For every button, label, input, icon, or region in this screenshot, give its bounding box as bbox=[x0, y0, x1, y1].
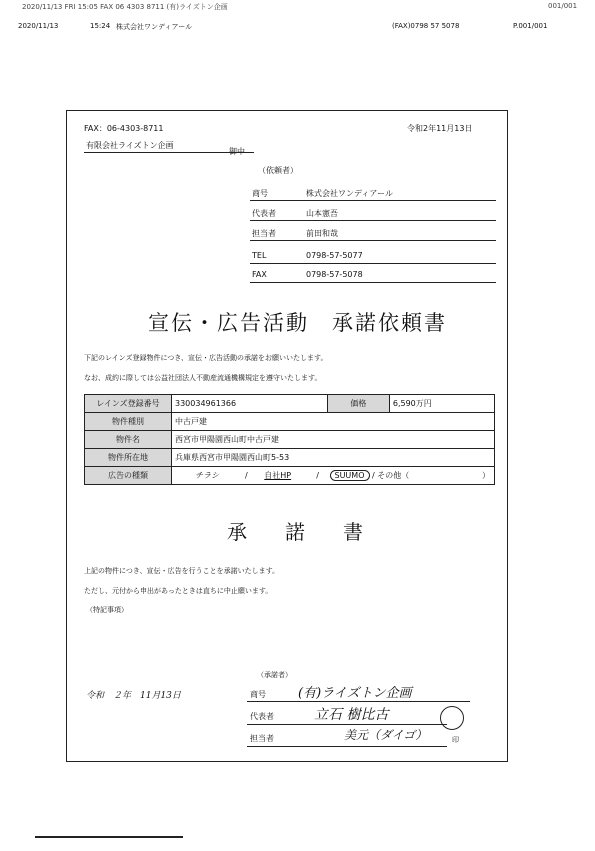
requester-tel-label: TEL bbox=[252, 251, 267, 260]
requester-line bbox=[250, 240, 496, 241]
recipient-name: 有限会社ライズトン企画 bbox=[86, 141, 174, 150]
document-date: 令和2年11月13日 bbox=[407, 124, 473, 133]
method-suumo: SUUMO bbox=[330, 470, 370, 481]
fax-to: FAX：06-4303-8711 bbox=[84, 124, 164, 133]
name-label: 物件名 bbox=[85, 431, 172, 449]
consenter-label: （承諾者） bbox=[257, 671, 292, 679]
fax-header-line1: 2020/11/13 FRI 15:05 FAX 06 4303 8711 (有)ライズトン企画 bbox=[22, 3, 228, 11]
fax-header-date: 2020/11/13 bbox=[18, 22, 59, 30]
consenter-company: (有)ライズトン企画 bbox=[298, 686, 412, 701]
consenter-line bbox=[247, 724, 447, 725]
consent-line-1: 上記の物件につき、宣伝・広告を行うことを承諾いたします。 bbox=[84, 567, 280, 575]
seal-stamp bbox=[440, 706, 464, 730]
reins-label: レインズ登録番号 bbox=[85, 395, 172, 413]
consenter-contact-label: 担当者 bbox=[250, 734, 274, 743]
requester-company-label: 商号 bbox=[252, 189, 268, 198]
requester-fax: 0798-57-5078 bbox=[306, 270, 363, 279]
method-label: 広告の種類 bbox=[85, 467, 172, 485]
footer-rule bbox=[35, 836, 183, 838]
price-label: 価格 bbox=[327, 395, 389, 413]
method-company-hp: 自社HP bbox=[264, 471, 292, 480]
intro-line-2: なお、成約に際しては公益社団法人不動産流通機構規定を遵守いたします。 bbox=[84, 374, 322, 382]
fax-header-time: 15:24 bbox=[90, 22, 111, 30]
requester-label: （依頼者） bbox=[258, 166, 298, 175]
requester-line bbox=[250, 263, 496, 264]
special-notes-label: （特記事項） bbox=[86, 606, 128, 614]
fax-header-sender: 株式会社ワンディアール bbox=[116, 23, 193, 31]
requester-contact: 前田和哉 bbox=[306, 229, 338, 238]
fax-header-page: P.001/001 bbox=[513, 22, 548, 30]
requester-contact-label: 担当者 bbox=[252, 229, 276, 238]
requester-rep-label: 代表者 bbox=[252, 209, 276, 218]
address-value: 兵庫県西宮市甲陽園西山町5-53 bbox=[172, 449, 495, 467]
requester-line bbox=[250, 282, 496, 283]
method-flyer: チラシ bbox=[195, 471, 219, 480]
table-row bbox=[85, 395, 495, 413]
type-value: 中古戸建 bbox=[172, 413, 495, 431]
method-other: その他（ bbox=[377, 471, 410, 480]
consenter-company-label: 商号 bbox=[250, 690, 266, 699]
table-row bbox=[85, 413, 495, 431]
recipient-honorific: 御中 bbox=[229, 147, 245, 156]
address-label: 物件所在地 bbox=[85, 449, 172, 467]
method-close: ） bbox=[482, 471, 490, 480]
consent-title: 承諾書 bbox=[227, 520, 401, 544]
requester-rep: 山本憲吾 bbox=[306, 209, 338, 218]
seal-mark: 印 bbox=[452, 736, 459, 744]
table-row bbox=[85, 431, 495, 449]
fax-header-page1: 001/001 bbox=[548, 2, 578, 10]
requester-tel: 0798-57-5077 bbox=[306, 251, 363, 260]
recipient-underline bbox=[84, 152, 254, 153]
table-row bbox=[85, 449, 495, 467]
requester-line bbox=[250, 220, 496, 221]
consenter-rep: 立石 樹比古 bbox=[314, 707, 389, 723]
consent-line-2: ただし、元付から申出があったときは直ちに中止願います。 bbox=[84, 587, 273, 595]
consenter-rep-label: 代表者 bbox=[250, 712, 274, 721]
type-label: 物件種別 bbox=[85, 413, 172, 431]
reins-value: 330034961366 bbox=[172, 395, 328, 413]
requester-fax-label: FAX bbox=[252, 270, 267, 279]
table-row bbox=[85, 467, 495, 485]
method-options: チラシ / 自社HP / SUUMO / その他（ ） bbox=[172, 467, 495, 485]
consent-date: 令和 ２年 11月13日 bbox=[86, 691, 181, 701]
name-value: 西宮市甲陽園西山町中古戸建 bbox=[172, 431, 495, 449]
consenter-contact: 美元（ダイゴ） bbox=[344, 728, 428, 742]
intro-line-1: 下記のレインズ登録物件につき、宣伝・広告活動の承諾をお願いいたします。 bbox=[84, 354, 328, 362]
consenter-line bbox=[247, 746, 447, 747]
requester-line bbox=[250, 200, 496, 201]
property-table bbox=[84, 394, 495, 485]
fax-header-number: (FAX)0798 57 5078 bbox=[392, 22, 460, 30]
requester-company: 株式会社ワンディアール bbox=[306, 189, 393, 198]
consenter-line bbox=[247, 701, 470, 702]
document-title: 宣伝・広告活動 承諾依頼書 bbox=[148, 311, 447, 335]
price-value: 6,590万円 bbox=[389, 395, 494, 413]
